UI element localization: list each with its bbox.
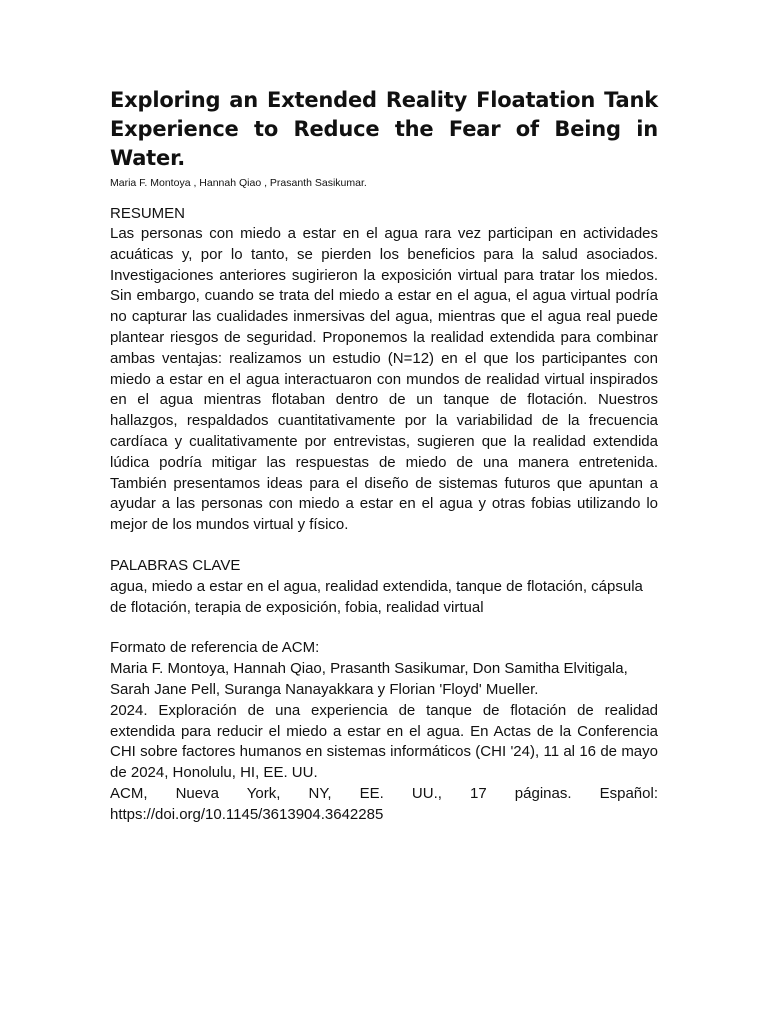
reference-authors-line1: Maria F. Montoya, Hannah Qiao, Prasanth Sasikumar, Don Samitha Elvitigala, (110, 660, 628, 678)
reference-authors-line2: Sarah Jane Pell, Suranga Nanayakkara y Florian 'Floyd' Mueller. (110, 680, 539, 698)
section-spacer (110, 618, 658, 638)
document-page (110, 86, 658, 826)
abstract-text: Las personas con miedo a estar en el agua rara vez participan en actividades acuáticas y, por lo tanto, se pierden los beneficios para la salud asociados. Investigaciones anteriores sugirieron la exposición virtual para tratar los miedos. Sin embargo, cuando se trata del miedo a estar en el agua, el agua virtual podría no capturar las cualidades inmersivas del agua, mientras que el agua real puede plantear riesgos de seguridad. Proponemos la realidad extendida para combinar ambas ventajas: realizamos un estudio (N=12) en el que los participantes con miedo a estar en el agua interactuaron con mundos de realidad virtual inspirados en el agua mientras flotaban dentro de un tanque de flotación. Nuestros hallazgos, respaldados cuantitativamente por la variabilidad de la frecuencia cardíaca y cualitativamente por entrevistas, sugieren que la realidad extendida lúdica podría mitigar las respuestas de miedo de una manera entretenida. También presentamos ideas para el diseño de sistemas futuros que apuntan a ayudar a las personas con miedo a estar en el agua y otras fobias utilizando lo mejor de los mundos virtual y físico. (110, 225, 658, 534)
keywords-heading: PALABRAS CLAVE (110, 556, 241, 574)
section-spacer (110, 536, 658, 556)
abstract-heading: RESUMEN (110, 205, 186, 222)
keywords-text: agua, miedo a estar en el agua, realidad extendida, tanque de flotación, cápsula de flotación, terapia de exposición, fobia, realidad virtual (110, 577, 643, 616)
reference-citation: 2024. Exploración de una experiencia de tanque de flotación de realidad extendida para reducir el miedo a estar en el agua. En Actas de la Conferencia CHI sobre factores humanos en sistemas informáticos (CHI '24), 11 al 16 de mayo de 2024, Honolulu, HI, EE. UU. (110, 701, 658, 782)
reference-publisher-doi: ACM, Nueva York, NY, EE. UU., 17 páginas. Español: https://doi.org/10.1145/3613904.3642285 (110, 784, 658, 823)
reference-heading: Formato de referencia de ACM: (110, 639, 320, 657)
paper-title: Exploring an Extended Reality Floatation Tank Experience to Reduce the Fear of Being in Water. (110, 88, 658, 170)
paper-authors: Maria F. Montoya , Hannah Qiao , Prasanth Sasikumar. (110, 177, 367, 189)
